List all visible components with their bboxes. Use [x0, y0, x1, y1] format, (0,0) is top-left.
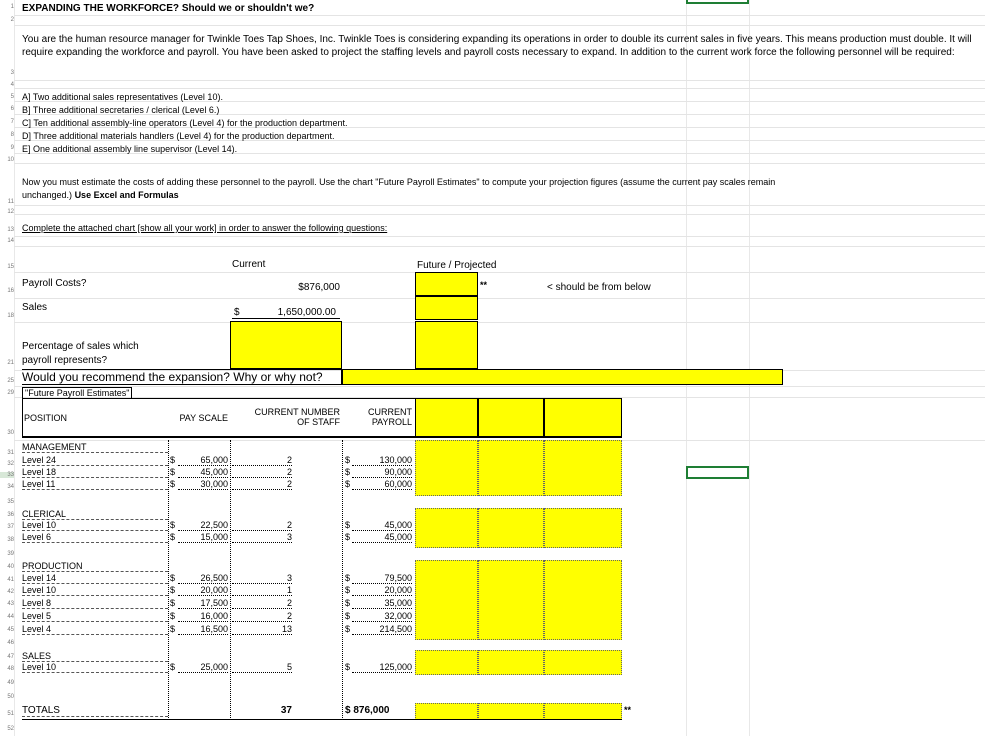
payroll-currency: $ — [345, 624, 351, 634]
pay-currency: $ — [170, 573, 176, 583]
current-staff-value[interactable]: 1 — [232, 585, 292, 596]
pay-currency: $ — [170, 624, 176, 634]
pay-scale-value[interactable]: 30,000 — [178, 479, 228, 490]
projected-costs-totals[interactable] — [544, 703, 622, 720]
sales-label: Sales — [22, 302, 48, 313]
row-number[interactable]: 15 — [7, 264, 14, 270]
row-number[interactable]: 35 — [7, 499, 14, 505]
row-number[interactable]: 52 — [7, 726, 14, 732]
selected-cell-top[interactable] — [686, 0, 749, 4]
projected-staff-management[interactable] — [478, 440, 544, 496]
row-number[interactable]: 49 — [7, 680, 14, 686]
header-current-number-l1: CURRENT NUMBER — [254, 407, 340, 417]
row-number[interactable]: 41 — [7, 577, 14, 583]
projected-sales-input[interactable] — [415, 296, 478, 320]
current-staff-value[interactable]: 2 — [232, 611, 292, 622]
pay-currency: $ — [170, 598, 176, 608]
current-staff-value[interactable]: 2 — [232, 467, 292, 478]
position-level[interactable]: Level 10 — [22, 585, 168, 596]
row-number[interactable]: 51 — [7, 711, 14, 717]
row-number[interactable]: 36 — [7, 512, 14, 518]
row-number[interactable]: 9 — [10, 145, 14, 151]
row-number[interactable]: 10 — [7, 157, 14, 163]
header-position: POSITION — [24, 413, 68, 423]
header-current-payroll-l2: PAYROLL — [371, 417, 412, 427]
header-pay-scale: PAY SCALE — [179, 413, 228, 423]
row-number[interactable]: 11 — [7, 199, 14, 205]
position-level[interactable]: Level 11 — [22, 479, 168, 490]
pay-scale-value[interactable]: 16,500 — [178, 624, 228, 635]
projected-costs-sales[interactable] — [544, 650, 622, 675]
current-payroll-value[interactable]: 90,000 — [352, 467, 412, 478]
section-sales: SALES — [22, 651, 168, 662]
current-payroll-value[interactable]: 130,000 — [352, 455, 412, 466]
totals-label: TOTALS — [22, 705, 168, 717]
position-level[interactable]: Level 4 — [22, 624, 168, 635]
pay-scale-value[interactable]: 65,000 — [178, 455, 228, 466]
row-number[interactable]: 46 — [7, 640, 14, 646]
row-number[interactable]: 14 — [7, 238, 14, 244]
section-clerical: CLERICAL — [22, 509, 168, 520]
projected-payroll-input[interactable] — [415, 272, 478, 296]
row-number[interactable]: 7 — [10, 119, 14, 125]
projected-costs-production[interactable] — [544, 560, 622, 640]
should-be-note: < should be from below — [547, 282, 651, 293]
recommend-question: Would you recommend the expansion? Why or why not? — [22, 370, 323, 384]
row-number[interactable]: 1 — [10, 4, 14, 10]
row-number[interactable]: 38 — [7, 537, 14, 543]
instruction-bold: Use Excel and Formulas — [74, 190, 179, 200]
payroll-currency: $ — [345, 585, 351, 595]
row-number[interactable]: 34 — [7, 484, 14, 490]
row-number[interactable]: 12 — [7, 209, 14, 215]
changes-column-clerical[interactable] — [415, 508, 478, 548]
row-number[interactable]: 2 — [10, 17, 14, 23]
projected-staff-sales[interactable] — [478, 650, 544, 675]
payroll-costs-label: Payroll Costs? — [22, 278, 87, 289]
selected-cell[interactable] — [686, 466, 749, 479]
section-production: PRODUCTION — [22, 561, 168, 572]
current-staff-value[interactable]: 2 — [232, 479, 292, 490]
row-number[interactable]: 48 — [7, 666, 14, 672]
row-number[interactable]: 42 — [7, 589, 14, 595]
instruction-text: Now you must estimate the costs of adding these personnel to the payroll. Use the chart "Future Payroll Estimates" to compute your projection figures (assume the current pay scales remain — [22, 177, 776, 187]
row-number[interactable]: 25 — [7, 378, 14, 384]
section-management: MANAGEMENT — [22, 442, 168, 453]
payroll-currency: $ — [345, 611, 351, 621]
position-level[interactable]: Level 8 — [22, 598, 168, 609]
payroll-currency: $ — [345, 479, 351, 489]
requirement-item: B] Three additional secretaries / clerical (Level 6.) — [22, 105, 220, 115]
percentage-label-line1: Percentage of sales which — [22, 341, 139, 352]
pay-scale-value[interactable]: 22,500 — [178, 520, 228, 531]
projected-staff-production[interactable] — [478, 560, 544, 640]
complete-chart-instruction: Complete the attached chart [show all your work] in order to answer the following questions: — [22, 223, 388, 233]
current-payroll-value[interactable]: 45,000 — [352, 532, 412, 543]
intro-paragraph: You are the human resource manager for Twinkle Toes Tap Shoes, Inc. Twinkle Toes is considering expanding its operations in order to double its current sales in five years. This means production must double. It will require expanding the workforce and payroll. You have been asked to project the staffing levels and payroll costs necessary to expand. In addition to the current work force the following personnel will be required: — [22, 34, 972, 58]
payroll-currency: $ — [345, 520, 351, 530]
pay-currency: $ — [170, 520, 176, 530]
payroll-currency: $ — [345, 455, 351, 465]
row-number[interactable]: 21 — [7, 360, 14, 366]
row-number[interactable]: 45 — [7, 627, 14, 633]
current-sales-value[interactable]: 1,650,000.00 — [277, 307, 336, 318]
current-payroll-value[interactable]: $876,000 — [298, 282, 340, 293]
row-number[interactable]: 18 — [7, 313, 14, 319]
totals-payroll[interactable]: $ 876,000 — [345, 705, 390, 716]
pay-scale-value[interactable]: 17,500 — [178, 598, 228, 609]
payroll-currency: $ — [345, 573, 351, 583]
current-staff-value[interactable]: 3 — [232, 573, 292, 584]
current-payroll-value[interactable]: 35,000 — [352, 598, 412, 609]
payroll-marker: ** — [480, 280, 488, 290]
header-current-number-l2: OF STAFF — [297, 417, 340, 427]
current-payroll-value[interactable]: 45,000 — [352, 520, 412, 531]
payroll-currency: $ — [345, 598, 351, 608]
pay-currency: $ — [170, 611, 176, 621]
projected-percentage-input[interactable] — [415, 321, 478, 369]
requirement-item: E] One additional assembly line supervisor (Level 14). — [22, 144, 238, 154]
row-number[interactable]: 13 — [7, 227, 14, 233]
row-number[interactable]: 50 — [7, 694, 14, 700]
current-staff-value[interactable]: 13 — [232, 624, 292, 635]
row-number[interactable]: 32 — [7, 461, 14, 467]
projected-staff-totals[interactable] — [478, 703, 544, 720]
row-number[interactable]: 31 — [7, 450, 14, 456]
current-header: Current — [232, 259, 266, 270]
row-number[interactable]: 5 — [10, 94, 14, 100]
changes-column-management[interactable] — [415, 440, 478, 496]
position-level[interactable]: Level 6 — [22, 532, 168, 543]
projected-staff-clerical[interactable] — [478, 508, 544, 548]
position-level[interactable]: Level 10 — [22, 662, 168, 673]
payroll-currency: $ — [345, 532, 351, 542]
current-payroll-value[interactable]: 20,000 — [352, 585, 412, 596]
current-payroll-value[interactable]: 60,000 — [352, 479, 412, 490]
current-percentage-input[interactable] — [230, 321, 342, 369]
row-number[interactable]: 29 — [7, 390, 14, 396]
changes-column-totals[interactable] — [415, 703, 478, 720]
payroll-currency: $ — [345, 662, 351, 672]
totals-marker: ** — [624, 705, 632, 715]
future-header: Future / Projected — [417, 260, 497, 271]
totals-staff[interactable]: 37 — [280, 705, 292, 716]
projected-costs-management[interactable] — [544, 440, 622, 496]
pay-scale-value[interactable]: 15,000 — [178, 532, 228, 543]
row-number[interactable]: 4 — [10, 82, 14, 88]
row-number[interactable]: 39 — [7, 551, 14, 557]
payroll-currency: $ — [345, 467, 351, 477]
changes-column-production[interactable] — [415, 560, 478, 640]
requirement-item: A] Two additional sales representatives (Level 10). — [22, 92, 223, 102]
current-staff-value[interactable]: 2 — [232, 455, 292, 466]
position-level[interactable]: Level 14 — [22, 573, 168, 584]
row-number[interactable]: 8 — [10, 132, 14, 138]
requirement-item: C] Ten additional assembly-line operators (Level 4) for the production department. — [22, 118, 348, 128]
pay-currency: $ — [170, 585, 176, 595]
instruction-cont-text: unchanged.) — [22, 190, 73, 200]
current-staff-value[interactable]: 3 — [232, 532, 292, 543]
chart-name: "Future Payroll Estimates" — [22, 387, 132, 399]
changes-column-sales[interactable] — [415, 650, 478, 675]
percentage-label-line2: payroll represents? — [22, 355, 108, 366]
row-number[interactable]: 40 — [7, 564, 14, 570]
current-staff-value[interactable]: 5 — [232, 662, 292, 673]
pay-scale-value[interactable]: 45,000 — [178, 467, 228, 478]
pay-scale-value[interactable]: 16,000 — [178, 611, 228, 622]
current-staff-value[interactable]: 2 — [232, 520, 292, 531]
current-staff-value[interactable]: 2 — [232, 598, 292, 609]
row-number[interactable]: 33 — [0, 472, 14, 478]
current-payroll-value[interactable]: 125,000 — [352, 662, 412, 673]
page-title: EXPANDING THE WORKFORCE? Should we or shouldn't we? — [22, 3, 315, 14]
pay-scale-value[interactable]: 20,000 — [178, 585, 228, 596]
pay-currency: $ — [170, 455, 176, 465]
row-number[interactable]: 6 — [10, 106, 14, 112]
projected-costs-clerical[interactable] — [544, 508, 622, 548]
position-level[interactable]: Level 24 — [22, 455, 168, 466]
row-number[interactable]: 30 — [7, 430, 14, 436]
position-level[interactable]: Level 18 — [22, 467, 168, 478]
current-payroll-value[interactable]: 32,000 — [352, 611, 412, 622]
current-payroll-value[interactable]: 214,500 — [352, 624, 412, 635]
row-number[interactable]: 43 — [7, 601, 14, 607]
row-number[interactable]: 37 — [7, 524, 14, 530]
current-payroll-value[interactable]: 79,500 — [352, 573, 412, 584]
pay-scale-value[interactable]: 25,000 — [178, 662, 228, 673]
row-number[interactable]: 16 — [7, 288, 14, 294]
requirement-item: D] Three additional materials handlers (Level 4) for the production department. — [22, 131, 335, 141]
pay-currency: $ — [170, 662, 176, 672]
instruction-continued — [22, 190, 179, 200]
pay-currency: $ — [170, 467, 176, 477]
row-number[interactable]: 47 — [7, 654, 14, 660]
position-level[interactable]: Level 10 — [22, 520, 168, 531]
recommend-answer-input[interactable] — [342, 369, 783, 385]
pay-scale-value[interactable]: 26,500 — [178, 573, 228, 584]
pay-currency: $ — [170, 532, 176, 542]
pay-currency: $ — [170, 479, 176, 489]
header-current-payroll-l1: CURRENT — [368, 407, 412, 417]
row-number[interactable]: 44 — [7, 614, 14, 620]
position-level[interactable]: Level 5 — [22, 611, 168, 622]
row-number[interactable]: 3 — [10, 70, 14, 76]
sales-currency: $ — [234, 307, 240, 318]
